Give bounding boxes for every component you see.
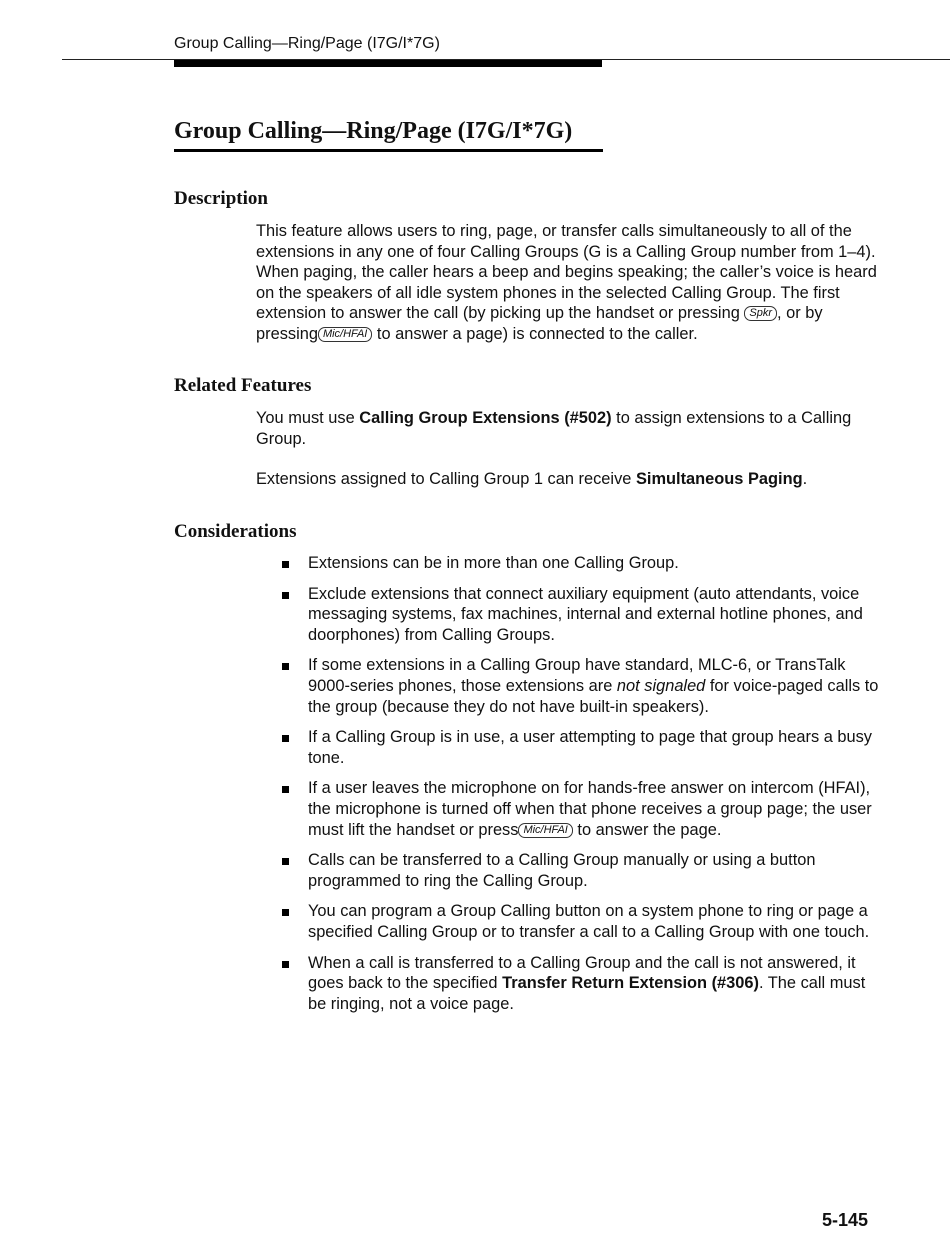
related-p2-post: .: [802, 470, 808, 488]
bullet-square-icon: [282, 663, 289, 670]
bullet-square-icon: [282, 592, 289, 599]
mic-hfai-key-icon: Mic/HFAI: [318, 327, 372, 342]
bullet-text-pre: When a call is transferred to a Calling Group and the call is not answered, it goes back to the specified: [308, 953, 856, 993]
running-header: Group Calling—Ring/Page (I7G/I*7G): [174, 35, 440, 52]
description-paragraph: [256, 221, 881, 345]
description-text-1: This feature allows users to ring, page, or transfer calls simultaneously to all of the extensions in any one of four Calling Groups (G is a Calling Group number from 1–4). When paging, the caller hears a beep and begins speaking; the caller’s voice is heard on the speakers of all idle system phones in the selected Calling Group. The first extension to answer the call (by picking up the handset or pressing: [256, 222, 877, 323]
spkr-key-icon: Spkr: [744, 306, 777, 321]
title-rule: [174, 149, 603, 152]
list-item: [282, 953, 882, 1015]
related-paragraph-1: [256, 408, 881, 449]
list-item: [282, 727, 882, 768]
bullet-text-italic: not signaled: [616, 676, 706, 695]
bullet-text-post: to answer the page.: [577, 820, 722, 839]
calling-group-extensions-link: Calling Group Extensions (#502): [359, 409, 612, 427]
page-title: Group Calling—Ring/Page (I7G/I*7G): [174, 118, 573, 144]
related-features-heading: Related Features: [174, 375, 312, 396]
list-item: [282, 778, 882, 840]
bullet-text: Exclude extensions that connect auxiliary equipment (auto attendants, voice messaging systems, fax machines, internal and external hotline phones, and doorphones) from Calling Groups.: [308, 584, 863, 644]
bullet-text-post: . The call must be ringing, not a voice page.: [308, 974, 866, 1013]
list-item: [282, 850, 882, 891]
considerations-heading: Considerations: [174, 521, 297, 542]
transfer-return-extension-link: Transfer Return Extension (#306): [502, 974, 759, 993]
list-item: [282, 655, 882, 717]
bullet-square-icon: [282, 961, 289, 968]
bullet-text: You can program a Group Calling button on a system phone to ring or page a specified Calling Group or to transfer a call to a Calling Group with one touch.: [308, 902, 870, 941]
list-item: [282, 901, 882, 942]
mic-hfai-key-icon: Mic/HFAI: [518, 823, 572, 838]
bullet-square-icon: [282, 858, 289, 865]
list-item: [282, 584, 882, 646]
bullet-text: If a Calling Group is in use, a user attempting to page that group hears a busy tone.: [308, 728, 872, 767]
page-number: 5-145: [821, 1210, 868, 1230]
bullet-text-post: for voice-paged calls to the group (because they do not have built-in speakers).: [308, 676, 879, 716]
considerations-list: [282, 553, 882, 1024]
description-heading: Description: [174, 188, 268, 209]
related-p2-pre: Extensions assigned to Calling Group 1 can receive: [256, 470, 632, 488]
bullet-square-icon: [282, 561, 289, 568]
bullet-square-icon: [282, 735, 289, 742]
bullet-square-icon: [282, 909, 289, 916]
related-p1-post: to assign extensions to a Calling Group.: [256, 409, 852, 448]
bullet-square-icon: [282, 786, 289, 793]
related-p1-pre: You must use: [256, 409, 355, 427]
related-paragraph-2: [256, 469, 881, 490]
simultaneous-paging-link: Simultaneous Paging: [635, 470, 803, 488]
bullet-text: Extensions can be in more than one Calling Group.: [308, 554, 679, 572]
bullet-text: Calls can be transferred to a Calling Group manually or using a button programmed to ring the Calling Group.: [308, 851, 816, 890]
bullet-text-pre: If a user leaves the microphone on for hands-free answer on intercom (HFAI), the microphone is turned off when that phone receives a group page; the user must lift the handset or press: [308, 779, 872, 839]
header-bar: [174, 60, 602, 67]
bullet-text-pre: If some extensions in a Calling Group have standard, MLC-6, or TransTalk 9000-series phones, those extensions are: [308, 656, 846, 695]
description-text-2: , or by pressing: [256, 304, 823, 343]
list-item: [282, 553, 882, 574]
description-text-3: to answer a page) is connected to the caller.: [376, 324, 698, 343]
